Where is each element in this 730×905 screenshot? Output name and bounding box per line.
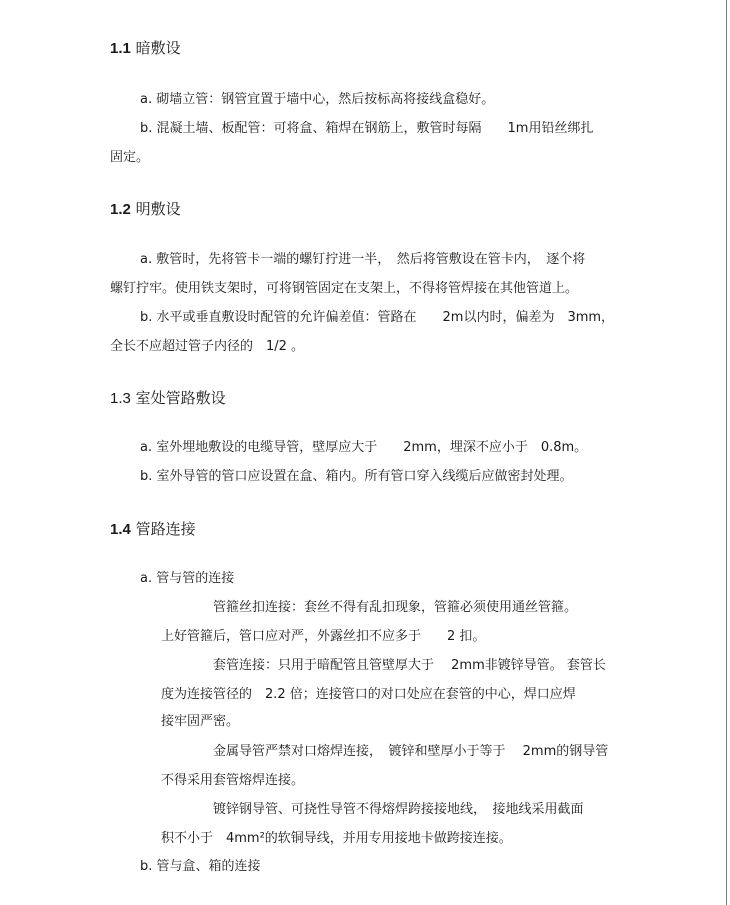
paragraph-line: 全长不应超过管子内径的 1/2 。 <box>110 339 305 354</box>
heading-number: 1.4 <box>110 521 131 538</box>
section-heading-1-2 <box>110 199 181 220</box>
section-heading-1-1 <box>110 38 181 59</box>
page-edge <box>726 0 727 905</box>
heading-text: 管路连接 <box>135 520 196 538</box>
paragraph-line: 管箍丝扣连接：套丝不得有乱扣现象，管箍必须使用通丝管箍。 <box>213 600 578 615</box>
paragraph-line: b. 管与盒、箱的连接 <box>140 859 261 874</box>
paragraph-line: 接牢固严密。 <box>161 714 240 729</box>
paragraph-line: b. 混凝土墙、板配管：可将盒、箱焊在钢筋上，敷管时每隔 1m用铅丝绑扎 <box>140 121 594 136</box>
paragraph-line: 镀锌钢导管、可挠性导管不得熔焊跨接接地线， 接地线采用截面 <box>213 802 584 817</box>
heading-number: 1.2 <box>110 201 131 218</box>
section-heading-1-3 <box>110 388 226 409</box>
paragraph-line: 积不小于 4mm²的软铜导线，并用专用接地卡做跨接连接。 <box>161 831 512 846</box>
paragraph-line: a. 砌墙立管：钢管宜置于墙中心，然后按标高将接线盒稳好。 <box>140 92 495 107</box>
paragraph-line: 度为连接管径的 2.2 倍；连接管口的对口处应在套管的中心，焊口应焊 <box>161 687 576 702</box>
paragraph-line: 固定。 <box>110 150 150 165</box>
paragraph-line: 套管连接：只用于暗配管且管壁厚大于 2mm非镀锌导管。 套管长 <box>213 658 606 673</box>
paragraph-line: 上好管箍后，管口应对严，外露丝扣不应多于 2 扣。 <box>161 629 486 644</box>
paragraph-line: a. 管与管的连接 <box>140 571 235 586</box>
paragraph-line: 螺钉拧牢。使用铁支架时，可将钢管固定在支架上，不得将管焊接在其他管道上。 <box>110 281 579 296</box>
heading-number: 1.1 <box>110 40 131 57</box>
paragraph-line: a. 敷管时，先将管卡一端的螺钉拧进一半， 然后将管敷设在管卡内， 逐个将 <box>140 252 586 267</box>
paragraph-line: a. 室外埋地敷设的电缆导管，壁厚应大于 2mm，埋深不应小于 0.8m。 <box>140 440 588 455</box>
heading-text: 室处管路敷设 <box>135 389 226 407</box>
paragraph-line: b. 水平或垂直敷设时配管的允许偏差值：管路在 2m以内时，偏差为 3mm， <box>140 310 615 325</box>
heading-text: 明敷设 <box>135 200 181 218</box>
heading-text: 暗敷设 <box>135 39 181 57</box>
section-heading-1-4 <box>110 519 196 540</box>
paragraph-line: b. 室外导管的管口应设置在盒、箱内。所有管口穿入线缆后应做密封处理。 <box>140 469 573 484</box>
heading-number: 1.3 <box>110 390 131 407</box>
paragraph-line: 金属导管严禁对口熔焊连接， 镀锌和壁厚小于等于 2mm的钢导管 <box>213 744 609 759</box>
paragraph-line: 不得采用套管熔焊连接。 <box>161 773 305 788</box>
